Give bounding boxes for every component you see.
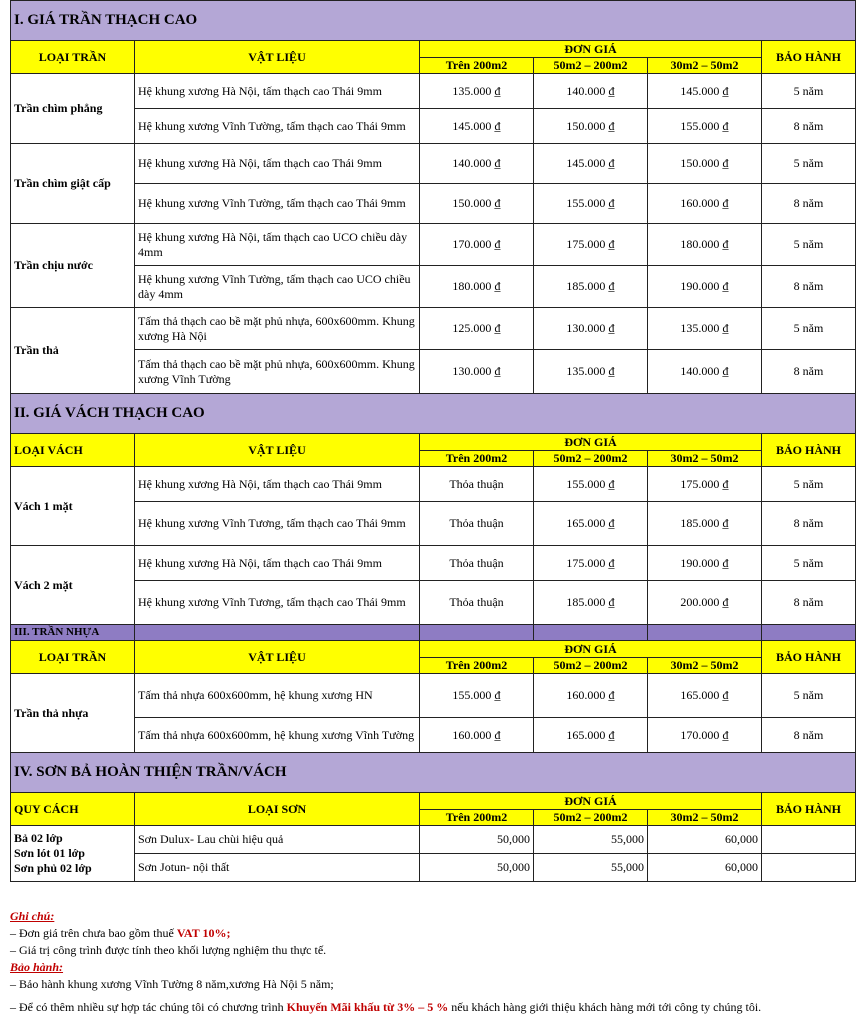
section-title: II. GIÁ VÁCH THẠCH CAO <box>11 394 856 434</box>
material-cell: Tấm thả thạch cao bề mặt phủ nhựa, 600x600mm. Khung xương Vĩnh Tường <box>135 350 420 394</box>
note-line <box>10 925 855 942</box>
warranty-cell: 5 năm <box>762 224 856 266</box>
section-title: IV. SƠN BẢ HOÀN THIỆN TRẦN/VÁCH <box>11 753 856 793</box>
section-3-title-row <box>11 625 856 641</box>
price-cell: 165.000 ₫ <box>648 674 762 718</box>
warranty-title: Bảo hành: <box>10 960 64 974</box>
empty-cell <box>420 625 534 641</box>
warranty-cell: 8 năm <box>762 184 856 224</box>
table-row <box>11 854 856 882</box>
empty-cell <box>648 625 762 641</box>
material-cell: Hệ khung xương Hà Nội, tấm thạch cao Thái 9mm <box>135 74 420 109</box>
warranty-cell <box>762 854 856 882</box>
empty-cell <box>762 625 856 641</box>
header-row <box>11 793 856 810</box>
header-price: ĐƠN GIÁ <box>420 641 762 658</box>
warranty-cell: 5 năm <box>762 74 856 109</box>
price-cell: 155.000 ₫ <box>648 109 762 144</box>
price-cell: 60,000 <box>648 854 762 882</box>
table-row <box>11 674 856 718</box>
category-cell: Trần thả <box>11 308 135 394</box>
empty-cell <box>534 625 648 641</box>
price-cell: 140.000 ₫ <box>648 350 762 394</box>
header-tier-2: 50m2 – 200m2 <box>534 658 648 674</box>
price-cell: 185.000 ₫ <box>534 266 648 308</box>
price-cell: 140.000 ₫ <box>420 144 534 184</box>
category-cell: Trần chịu nước <box>11 224 135 308</box>
category-cell: Vách 1 mặt <box>11 467 135 546</box>
header-tier-1: Trên 200m2 <box>420 658 534 674</box>
price-cell: 155.000 ₫ <box>534 184 648 224</box>
spec-line: Sơn lót 01 lớp <box>14 846 85 860</box>
price-cell: 150.000 ₫ <box>420 184 534 224</box>
warranty-cell: 8 năm <box>762 266 856 308</box>
header-tier-2: 50m2 – 200m2 <box>534 810 648 826</box>
header-tier-2: 50m2 – 200m2 <box>534 451 648 467</box>
price-cell: 135.000 ₫ <box>420 74 534 109</box>
notes-block <box>10 908 855 1016</box>
table-row <box>11 224 856 266</box>
price-cell: 150.000 ₫ <box>648 144 762 184</box>
material-cell: Tấm thả nhựa 600x600mm, hệ khung xương Vĩnh Tường <box>135 718 420 753</box>
header-price: ĐƠN GIÁ <box>420 793 762 810</box>
warranty-cell: 8 năm <box>762 350 856 394</box>
price-cell: 175.000 ₫ <box>534 224 648 266</box>
price-cell: 160.000 ₫ <box>420 718 534 753</box>
category-cell: Vách 2 mặt <box>11 546 135 625</box>
header-material: VẬT LIỆU <box>135 434 420 467</box>
empty-cell <box>135 625 420 641</box>
section-4-title-row <box>11 753 856 793</box>
header-row <box>11 41 856 58</box>
warranty-cell: 8 năm <box>762 718 856 753</box>
price-cell: 190.000 ₫ <box>648 546 762 581</box>
section-1-title-row <box>11 1 856 41</box>
warranty-cell: 5 năm <box>762 144 856 184</box>
price-cell: Thỏa thuận <box>420 581 534 625</box>
price-cell: 185.000 ₫ <box>648 502 762 546</box>
price-cell: 135.000 ₫ <box>648 308 762 350</box>
material-cell: Hệ khung xương Hà Nội, tấm thạch cao Thái 9mm <box>135 467 420 502</box>
warranty-cell: 5 năm <box>762 546 856 581</box>
material-cell: Hệ khung xương Vĩnh Tường, tấm thạch cao Thái 9mm <box>135 184 420 224</box>
table-row <box>11 109 856 144</box>
price-cell: 175.000 ₫ <box>534 546 648 581</box>
warranty-cell <box>762 826 856 854</box>
note-line: – Giá trị công trình được tính theo khối lượng nghiệm thu thực tế. <box>10 943 327 957</box>
price-cell: 145.000 ₫ <box>648 74 762 109</box>
warranty-cell: 5 năm <box>762 467 856 502</box>
material-cell: Hệ khung xương Hà Nội, tấm thạch cao Thái 9mm <box>135 144 420 184</box>
notes-title: Ghi chú: <box>10 909 55 923</box>
paint-cell: Sơn Jotun- nội thất <box>135 854 420 882</box>
warranty-cell: 5 năm <box>762 308 856 350</box>
material-cell: Tấm thả nhựa 600x600mm, hệ khung xương HN <box>135 674 420 718</box>
price-cell: 125.000 ₫ <box>420 308 534 350</box>
header-row <box>11 434 856 451</box>
price-cell: 160.000 ₫ <box>648 184 762 224</box>
note-text: – Để có thêm nhiều sự hợp tác chúng tôi có chương trình <box>10 1000 287 1014</box>
price-cell: 55,000 <box>534 826 648 854</box>
header-warranty: BẢO HÀNH <box>762 434 856 467</box>
price-cell: 185.000 ₫ <box>534 581 648 625</box>
category-cell: Trần chìm phẳng <box>11 74 135 144</box>
material-cell: Hệ khung xương Vĩnh Tường, tấm thạch cao UCO chiều dày 4mm <box>135 266 420 308</box>
price-cell: 175.000 ₫ <box>648 467 762 502</box>
price-cell: 135.000 ₫ <box>534 350 648 394</box>
header-material: LOẠI SƠN <box>135 793 420 826</box>
price-cell: 55,000 <box>534 854 648 882</box>
header-tier-3: 30m2 – 50m2 <box>648 451 762 467</box>
table-row <box>11 144 856 184</box>
price-cell: 165.000 ₫ <box>534 718 648 753</box>
table-row <box>11 718 856 753</box>
header-type: LOẠI TRẦN <box>11 641 135 674</box>
note-text: nếu khách hàng giới thiệu khách hàng mới tới công ty chúng tôi. <box>448 1000 762 1014</box>
spec-cell <box>11 826 135 882</box>
material-cell: Hệ khung xương Vĩnh Tường, tấm thạch cao Thái 9mm <box>135 109 420 144</box>
category-cell: Trần chìm giật cấp <box>11 144 135 224</box>
header-material: VẬT LIỆU <box>135 41 420 74</box>
price-cell: 170.000 ₫ <box>420 224 534 266</box>
category-cell: Trần thả nhựa <box>11 674 135 753</box>
table-row <box>11 74 856 109</box>
price-cell: Thỏa thuận <box>420 502 534 546</box>
material-cell: Hệ khung xương Hà Nội, tấm thạch cao Thái 9mm <box>135 546 420 581</box>
price-cell: 180.000 ₫ <box>420 266 534 308</box>
table-row <box>11 581 856 625</box>
price-cell: 180.000 ₫ <box>648 224 762 266</box>
vat-highlight: VAT 10%; <box>176 926 231 940</box>
warranty-cell: 8 năm <box>762 502 856 546</box>
price-cell: 170.000 ₫ <box>648 718 762 753</box>
material-cell: Hệ khung xương Hà Nội, tấm thạch cao UCO chiều dày 4mm <box>135 224 420 266</box>
header-warranty: BẢO HÀNH <box>762 793 856 826</box>
header-tier-1: Trên 200m2 <box>420 451 534 467</box>
warranty-cell: 8 năm <box>762 581 856 625</box>
price-cell: 200.000 ₫ <box>648 581 762 625</box>
price-table <box>10 0 856 882</box>
material-cell: Hệ khung xương Vĩnh Tương, tấm thạch cao Thái 9mm <box>135 581 420 625</box>
section-title: I. GIÁ TRẦN THẠCH CAO <box>11 1 856 41</box>
header-warranty: BẢO HÀNH <box>762 641 856 674</box>
header-type: LOẠI TRẦN <box>11 41 135 74</box>
price-cell: 155.000 ₫ <box>534 467 648 502</box>
price-cell: 155.000 ₫ <box>420 674 534 718</box>
header-price: ĐƠN GIÁ <box>420 41 762 58</box>
header-price: ĐƠN GIÁ <box>420 434 762 451</box>
spec-line: Bả 02 lớp <box>14 831 63 845</box>
price-cell: 50,000 <box>420 854 534 882</box>
note-text: – Đơn giá trên chưa bao gồm thuế <box>10 926 177 940</box>
header-type: QUY CÁCH <box>11 793 135 826</box>
table-row <box>11 266 856 308</box>
header-tier-3: 30m2 – 50m2 <box>648 58 762 74</box>
table-row <box>11 826 856 854</box>
note-line <box>10 999 855 1016</box>
section-title: III. TRẦN NHỰA <box>11 625 135 641</box>
header-tier-1: Trên 200m2 <box>420 810 534 826</box>
price-cell: 60,000 <box>648 826 762 854</box>
header-type: LOẠI VÁCH <box>11 434 135 467</box>
price-cell: 160.000 ₫ <box>534 674 648 718</box>
warranty-cell: 8 năm <box>762 109 856 144</box>
price-cell: 165.000 ₫ <box>534 502 648 546</box>
header-tier-2: 50m2 – 200m2 <box>534 58 648 74</box>
price-cell: Thỏa thuận <box>420 467 534 502</box>
material-cell: Hệ khung xương Vĩnh Tương, tấm thạch cao Thái 9mm <box>135 502 420 546</box>
price-cell: 140.000 ₫ <box>534 74 648 109</box>
table-row <box>11 546 856 581</box>
section-2-title-row <box>11 394 856 434</box>
warranty-cell: 5 năm <box>762 674 856 718</box>
price-cell: 150.000 ₫ <box>534 109 648 144</box>
price-cell: 130.000 ₫ <box>420 350 534 394</box>
price-cell: 145.000 ₫ <box>420 109 534 144</box>
price-cell: Thỏa thuận <box>420 546 534 581</box>
table-row <box>11 184 856 224</box>
header-tier-3: 30m2 – 50m2 <box>648 658 762 674</box>
price-sheet <box>10 0 855 882</box>
note-line: – Bảo hành khung xương Vĩnh Tường 8 năm,xương Hà Nội 5 năm; <box>10 977 334 991</box>
material-cell: Tấm thả thạch cao bề mặt phủ nhựa, 600x600mm. Khung xương Hà Nội <box>135 308 420 350</box>
table-row <box>11 502 856 546</box>
header-material: VẬT LIỆU <box>135 641 420 674</box>
promo-highlight: Khuyến Mãi khấu từ 3% – 5 % <box>286 1000 449 1014</box>
price-cell: 145.000 ₫ <box>534 144 648 184</box>
table-row <box>11 350 856 394</box>
header-row <box>11 641 856 658</box>
paint-cell: Sơn Dulux- Lau chùi hiệu quả <box>135 826 420 854</box>
header-warranty: BẢO HÀNH <box>762 41 856 74</box>
price-cell: 190.000 ₫ <box>648 266 762 308</box>
header-tier-1: Trên 200m2 <box>420 58 534 74</box>
spec-line: Sơn phủ 02 lớp <box>14 861 92 875</box>
header-tier-3: 30m2 – 50m2 <box>648 810 762 826</box>
price-cell: 130.000 ₫ <box>534 308 648 350</box>
table-row <box>11 467 856 502</box>
table-row <box>11 308 856 350</box>
price-cell: 50,000 <box>420 826 534 854</box>
